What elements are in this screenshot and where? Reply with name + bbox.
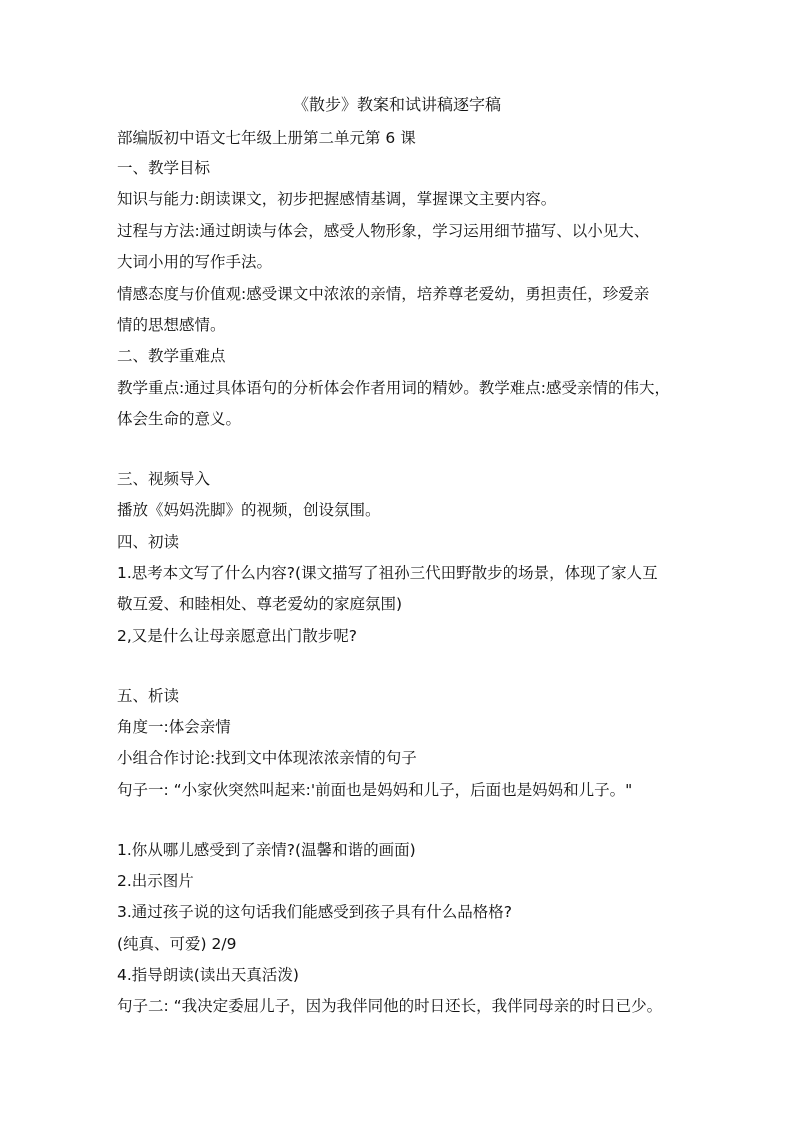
- sentence-one-answer: (纯真、可爱) 2/9: [117, 935, 237, 953]
- sentence-one-q4: 4.指导朗读(读出天真活泼): [117, 966, 299, 984]
- objective-process-line1: 过程与方法:通过朗读与体会，感受人物形象，学习运用细节描写、以小见大、: [117, 222, 650, 240]
- sentence-one-q3: 3.通过孩子说的这句话我们能感受到孩子具有什么品格格?: [117, 903, 513, 921]
- section-heading-analysis: 五、析读: [117, 687, 180, 705]
- sentence-one-q2: 2.出示图片: [117, 872, 194, 890]
- sentence-two: 句子二: “我决定委屈儿子，因为我伴同他的时日还长，我伴同母亲的时日已少。: [117, 997, 663, 1015]
- section-heading-objectives: 一、教学目标: [117, 159, 211, 177]
- section-heading-video-intro: 三、视频导入: [117, 470, 211, 488]
- section-heading-first-reading: 四、初读: [117, 533, 180, 551]
- first-reading-q1-line1: 1.思考本文写了什么内容?(课文描写了祖孙三代田野散步的场景，体现了家人互: [117, 564, 658, 582]
- document-title: 《散步》教案和试讲稿逐字稿: [292, 95, 501, 114]
- first-reading-q2: 2,又是什么让母亲愿意出门散步呢?: [117, 627, 358, 645]
- objective-emotion-line1: 情感态度与价值观:感受课文中浓浓的亲情，培养尊老爱幼，勇担责任，珍爱亲: [117, 285, 650, 303]
- sentence-one: 句子一: “小家伙突然叫起来:'前面也是妈妈和儿子，后面也是妈妈和儿子。": [117, 781, 633, 799]
- lesson-info: 部编版初中语文七年级上册第二单元第 6 课: [117, 129, 416, 147]
- objective-emotion-line2: 情的思想感情。: [117, 316, 226, 334]
- video-intro-text: 播放《妈妈洗脚》的视频，创设氛围。: [117, 501, 381, 519]
- objective-process-line2: 大词小用的写作手法。: [117, 253, 273, 271]
- sentence-one-q1: 1.你从哪儿感受到了亲情?(温馨和谐的画面): [117, 841, 416, 859]
- objective-knowledge: 知识与能力:朗读课文，初步把握感情基调，掌握课文主要内容。: [117, 190, 557, 208]
- section-heading-key-points: 二、教学重难点: [117, 347, 226, 365]
- angle-one: 角度一:体会亲情: [117, 718, 231, 736]
- first-reading-q1-line2: 敬互爱、和睦相处、尊老爱幼的家庭氛围): [117, 595, 403, 613]
- group-discussion: 小组合作讨论:找到文中体现浓浓亲情的句子: [117, 749, 417, 767]
- key-points-line2: 体会生命的意义。: [117, 410, 242, 428]
- key-points-line1: 教学重点:通过具体语句的分析体会作者用词的精妙。教学难点:感受亲情的伟大，: [117, 379, 670, 397]
